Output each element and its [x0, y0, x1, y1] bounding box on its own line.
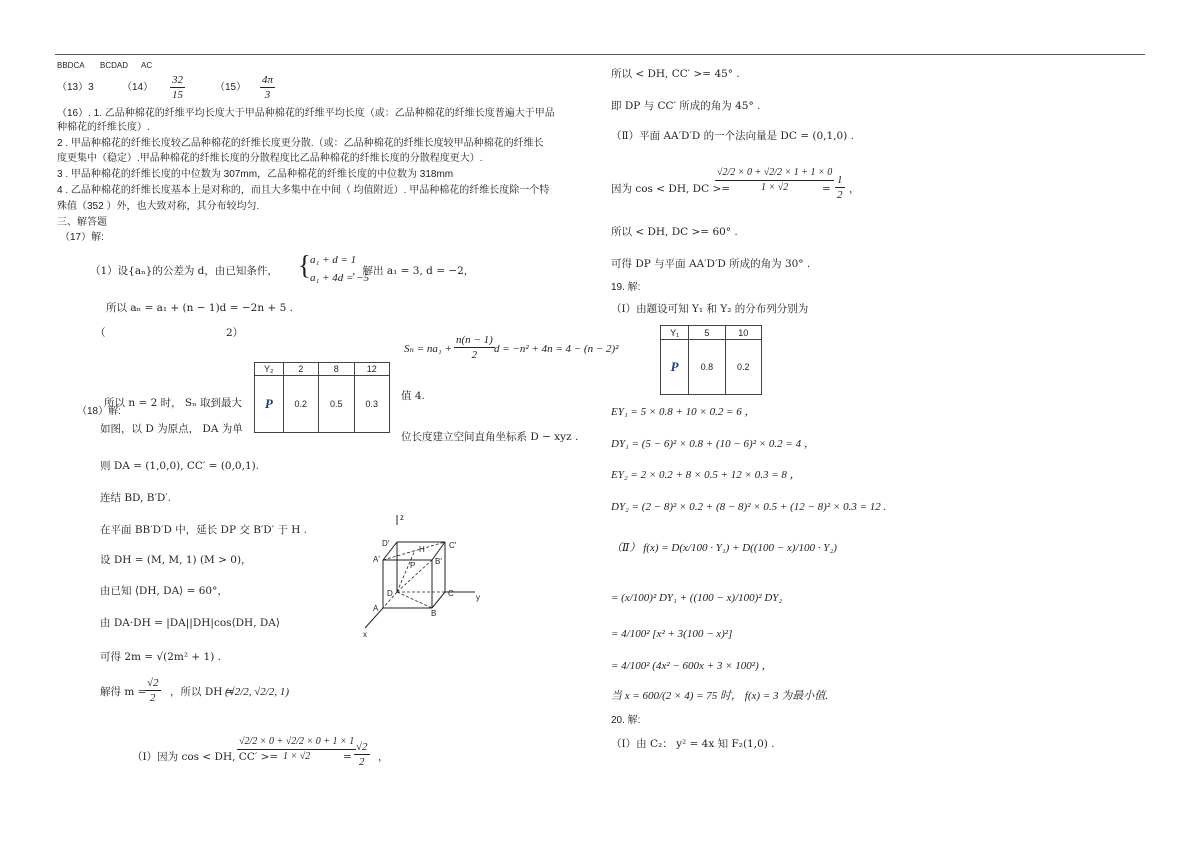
r-line7: （Ⅰ）由题设可知 Y₁ 和 Y₂ 的分布列分别为 [611, 303, 809, 315]
answer-15-label: （15） [215, 82, 247, 93]
fig-label-p: P [410, 561, 416, 570]
y1-header-1: 5 [689, 326, 725, 340]
q19-title: 19. 解: [611, 282, 641, 293]
dy1-line: DY₁ = (5 − 6)² × 0.8 + (10 − 6)² × 0.2 = 4 ， [611, 438, 815, 450]
q17-line3b: 2） [226, 327, 244, 339]
r-cos-result: $\frac{1}{2}$ [837, 174, 843, 201]
q17-line4-end: 值 4. [401, 390, 425, 402]
q17-sn-right: d = −n² + 4n = 4 − (n − 2)² [494, 343, 619, 355]
q18-line2: 则 DA = (1,0,0), CC′ = (0,0,1). [100, 460, 260, 472]
answer-14-fraction: $\frac{32}{15}$ [172, 74, 183, 101]
q17-brace: { [298, 250, 311, 280]
y2-header-2: 8 [319, 363, 354, 376]
r-line4-eq: = [822, 183, 831, 195]
fig-label-x: x [363, 630, 367, 639]
q17-system-eq2: a₁ + 4d = −5 [310, 272, 370, 284]
choice-answers-2: BCDAD [100, 61, 129, 70]
ey1-line: EY₁ = 5 × 0.8 + 10 × 0.2 = 6 ， [611, 406, 756, 418]
fig-label-z: z [400, 513, 404, 522]
fx-line5: 当 x = 600/(2 × 4) = 75 时， f(x) = 3 为最小值. [611, 690, 828, 702]
fig-label-a-prime: A′ [373, 555, 380, 564]
fig-label-c: C [448, 589, 454, 598]
q18-title: （18）解: [77, 406, 121, 417]
r-line5: 所以 < DH, DC >= 60° . [611, 226, 738, 238]
q17-line3a: （ [95, 327, 106, 339]
q17-line1-end: ，解出 a₁ = 3, d = −2， [352, 265, 475, 277]
q16-line3: 3 . 甲品种棉花的纤维长度的中位数为 307mm，乙品种棉花的纤维长度的中位数为 318mm [57, 169, 454, 180]
q18-line8: 可得 2m = √(2m² + 1) . [100, 651, 222, 663]
q17-system-eq1: a₁ + d = 1 [310, 254, 357, 266]
y2-p-label: P [255, 376, 284, 433]
r-line4a: 因为 cos < DH, DC >= [611, 183, 731, 195]
q18-line1-end: 位长度建立空间直角坐标系 D − xyz . [401, 431, 579, 443]
r-line4-end: ， [849, 183, 860, 195]
q18-cos-fraction: $\frac{√2/2 \times 0 + √2/2 \times 0 + 1 \times 1}{1 \times √2}$ [239, 736, 355, 762]
fx-line4: = 4/100² (4x² − 600x + 3 × 100²) ， [611, 660, 773, 672]
fig-label-b-prime: B′ [435, 557, 442, 566]
q16-line2: 2 . 甲品种棉花的纤维长度较乙品种棉花的纤维长度更分散.（或：乙品种棉花的纤维长度较甲品种棉花的纤维长 [57, 138, 544, 149]
header-rule [55, 54, 1145, 55]
q18-line5: 设 DH = (M, M, 1) (M > 0)， [100, 554, 252, 566]
dy2-line: DY₂ = (2 − 8)² × 0.2 + (8 − 8)² × 0.5 + (12 − 8)² × 0.3 = 12 . [611, 501, 887, 513]
q18-line10-eq: = [343, 751, 352, 763]
y1-p-1: 0.2 [725, 340, 761, 395]
q17-sn-left: Sₙ = na₁ + [404, 343, 452, 355]
fig-label-c-prime: C′ [449, 541, 457, 550]
q20-title: 20. 解: [611, 715, 641, 726]
r-line1: 所以 < DH, CC′ >= 45° . [611, 68, 740, 80]
y2-p-2: 0.3 [354, 376, 389, 433]
r-cos-fraction: $\frac{√2/2 \times 0 + √2/2 \times 1 + 1 \times 0}{1 \times √2}$ [717, 167, 833, 193]
q18-line6: 由已知 ⟨DH, DA⟩ = 60°， [100, 585, 228, 597]
choice-answers-3: AC [141, 61, 153, 70]
r-line2: 即 DP 与 CC′ 所成的角为 45° . [611, 100, 761, 112]
fig-label-a: A [373, 604, 379, 613]
q18-line9a: 解得 m = [100, 686, 147, 698]
fx-line1: （Ⅱ） f(x) = D(x/100 · Y₁) + D((100 − x)/100 · Y₂) [611, 542, 837, 554]
q16-line4: 4 . 乙品种棉花的纤维长度基本上是对称的，而且大多集中在中间（ 均值附近）. 甲品种棉花的纤维长度除一个特 [57, 185, 550, 196]
cube-figure [355, 510, 495, 640]
y1-header-0: Y₁ [661, 326, 689, 340]
answer-15-fraction: $\frac{4\pi}{3}$ [262, 74, 274, 101]
fig-label-d-prime: D′ [382, 539, 390, 548]
q18-line4: 在平面 BB′D′D 中，延长 DP 交 B′D′ 于 H . [100, 524, 308, 536]
q16-line1: （16）. 1. 乙品种棉花的纤维平均长度大于甲品种棉花的纤维平均长度（或：乙品种棉花的纤维长度普遍大于甲品 [57, 108, 555, 119]
q16-line1b: 种棉花的纤维长度）. [57, 122, 150, 133]
y1-distribution-table [660, 325, 762, 395]
y2-distribution-table [254, 362, 390, 433]
q16-line2b: 度更集中（稳定）.甲品种棉花的纤维长度的分散程度比乙品种棉花的纤维长度的分散程度更大）. [57, 153, 483, 164]
q18-line10-end: ， [378, 751, 389, 763]
r-line6: 可得 DP 与平面 AA′D′D 所成的角为 30° . [611, 258, 811, 270]
y1-p-label: P [661, 340, 689, 395]
section-3-heading: 三、解答题 [57, 217, 107, 228]
y2-header-3: 12 [354, 363, 389, 376]
q18-m-fraction: $\frac{√2}{2}$ [147, 677, 159, 704]
q16-line4b: 殊值（352 ）外，也大致对称，其分布较均匀. [57, 201, 260, 212]
answer-13: （13）3 [57, 82, 94, 93]
fig-label-y: y [476, 593, 480, 602]
q18-dh-vector: (√2/2, √2/2, 1) [225, 686, 290, 698]
y2-header-0: Y₂ [255, 363, 284, 376]
q18-cos-result: $\frac{√2}{2}$ [356, 741, 368, 768]
y2-header-1: 2 [283, 363, 318, 376]
fig-label-d: D [387, 589, 393, 598]
fx-line3: = 4/100² [x² + 3(100 − x)²] [611, 628, 733, 640]
r-line8: （Ⅰ）由 C₂： y² = 4x 知 F₂(1,0) . [611, 738, 775, 750]
y2-p-1: 0.5 [319, 376, 354, 433]
fx-line2: = (x/100)² DY₁ + ((100 − x)/100)² DY₂ [611, 592, 783, 604]
y1-header-2: 10 [725, 326, 761, 340]
ey2-line: EY₂ = 2 × 0.2 + 8 × 0.5 + 12 × 0.3 = 8 ， [611, 469, 801, 481]
choice-answers-1: BBDCA [57, 61, 85, 70]
q17-line4: 所以 n = 2 时， Sₙ 取到最大 [104, 397, 243, 409]
q17-line2: 所以 aₙ = a₁ + (n − 1)d = −2n + 5 . [106, 302, 293, 314]
q18-line7: 由 DA·DH = |DA||DH|cos⟨DH, DA⟩ [100, 617, 280, 629]
y2-p-0: 0.2 [283, 376, 318, 433]
q18-line1: 如图，以 D 为原点， DA 为单 [100, 423, 243, 435]
q17-title: （17）解: [60, 232, 104, 243]
y1-p-0: 0.8 [689, 340, 725, 395]
answer-14-label: （14） [122, 82, 154, 93]
q17-line1: （1）设{aₙ}的公差为 d，由已知条件， [90, 265, 278, 277]
q17-sn-fraction: $\frac{n(n - 1)}{2}$ [456, 334, 493, 361]
q18-line3: 连结 BD, B′D′. [100, 492, 172, 504]
q18-line10a: （Ⅰ）因为 cos < DH, CC′ >= [132, 751, 279, 763]
r-line3: （Ⅱ）平面 AA′D′D 的一个法向量是 DC = (0,1,0) . [611, 130, 854, 142]
fig-label-b: B [431, 609, 437, 618]
q18-line9b: ，所以 DH = [170, 686, 235, 698]
fig-label-h: H [419, 545, 425, 554]
